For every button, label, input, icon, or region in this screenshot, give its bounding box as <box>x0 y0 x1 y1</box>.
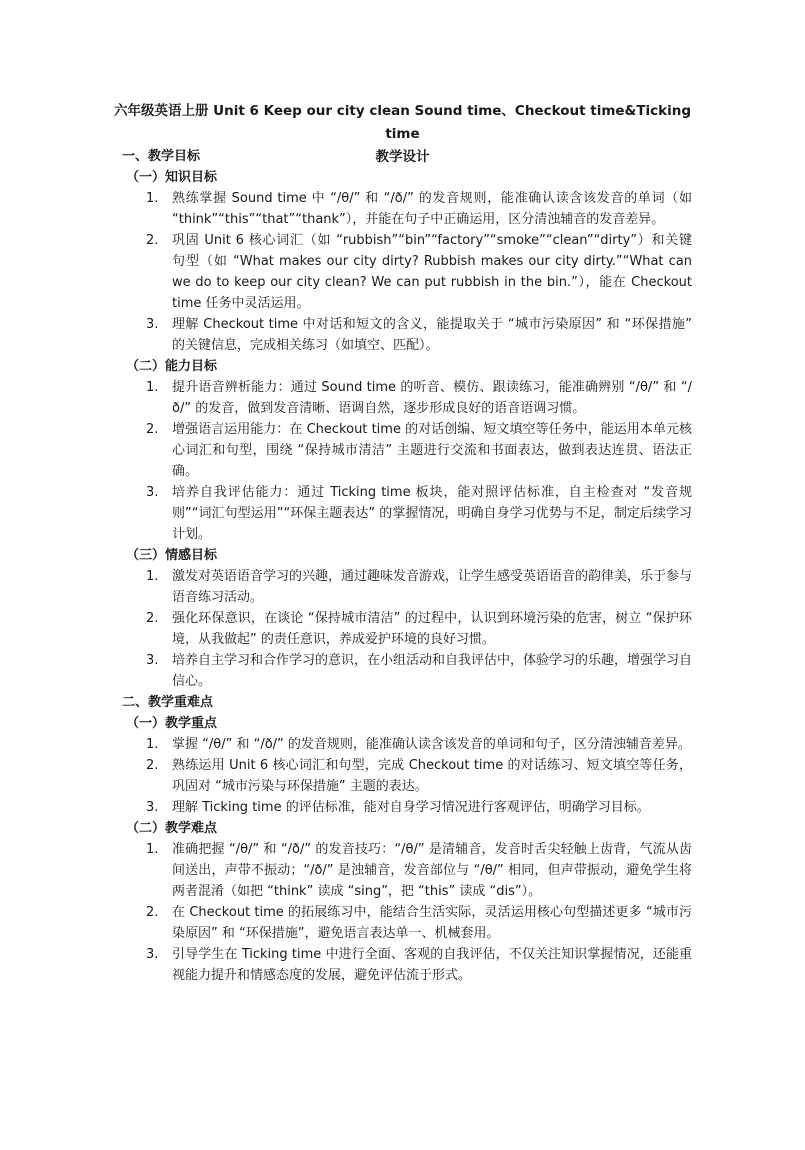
list-item: 1. 激发对英语语音学习的兴趣，通过趣味发音游戏，让学生感受英语语音的韵律美，乐于参与语音练习活动。 <box>146 569 693 605</box>
knowledge-goals-list <box>122 188 692 356</box>
title-line-1: 六年级英语上册 Unit 6 Keep our city clean Sound time、Checkout time&Ticking time <box>113 103 692 142</box>
ability-goals-list <box>122 377 692 545</box>
list-item: 3. 理解 Ticking time 的评估标准，能对自身学习情况进行客观评估，明确学习目标。 <box>146 800 650 815</box>
subsection-heading: （三）情感目标 <box>126 548 218 563</box>
section-heading: 二、教学重难点 <box>122 695 214 710</box>
list-item: 2. 熟练运用 Unit 6 核心词汇和句型，完成 Checkout time 的对话练习、短文填空等任务，巩固对 “城市污染与环保措施” 主题的表达。 <box>146 758 692 794</box>
list-item: 3. 培养自主学习和合作学习的意识，在小组活动和自我评估中，体验学习的乐趣，增强学习自信心。 <box>146 653 693 689</box>
list-item: 1. 准确把握 “/θ/” 和 “/ð/” 的发音技巧：“/θ/” 是清辅音，发音时舌尖轻触上齿背，气流从齿间送出，声带不振动；“/ð/” 是浊辅音，发音部位与 “/θ/” 相同，但声带振动，避免学生将两者混淆（如把 “think” 读成 “sing”，把 “this” 读成 “dis”）。 <box>146 842 692 899</box>
emotion-goals-list <box>122 566 692 692</box>
key-points-list <box>122 734 692 818</box>
title-line-2: 教学设计 <box>375 149 430 165</box>
list-item: 3. 理解 Checkout time 中对话和短文的含义，能提取关于 “城市污染原因” 和 “环保措施” 的关键信息，完成相关练习（如填空、匹配）。 <box>146 317 692 353</box>
list-item: 2. 强化环保意识，在谈论 “保持城市清洁” 的过程中，认识到环境污染的危害，树立 “保护环境，从我做起” 的责任意识，养成爱护环境的良好习惯。 <box>146 611 692 647</box>
list-item: 1. 掌握 “/θ/” 和 “/ð/” 的发音规则，能准确认读含该发音的单词和句子，区分清浊辅音差异。 <box>146 737 691 752</box>
list-item: 2. 巩固 Unit 6 核心词汇（如 “rubbish”“bin”“factory”“smoke”“clean”“dirty”）和关键句型（如 “What makes our city dirty? Rubbish makes our city dirty.”“What can we do to keep our city clean? We can put rubbish in the bin.”），能在 Checkout time 任务中灵活运用。 <box>146 233 692 311</box>
subsection-heading: （一）教学重点 <box>126 716 218 731</box>
list-item: 2. 在 Checkout time 的拓展练习中，能结合生活实际，灵活运用核心句型描述更多 “城市污染原因” 和 “环保措施”，避免语言表达单一、机械套用。 <box>146 905 692 941</box>
list-item: 3. 培养自我评估能力：通过 Ticking time 板块，能对照评估标准，自主检查对 “发音规则”“词汇句型运用”“环保主题表达” 的掌握情况，明确自身学习优势与不足，制定后续学习计划。 <box>146 485 692 542</box>
subsection-heading: （二）教学难点 <box>126 821 218 836</box>
list-item: 2. 增强语言运用能力：在 Checkout time 的对话创编、短文填空等任务中，能运用本单元核心词汇和句型，围绕 “保持城市清洁” 主题进行交流和书面表达，做到表达连贯、语法正确。 <box>146 422 692 479</box>
subsection-heading: （一）知识目标 <box>126 170 218 185</box>
difficult-points-list <box>122 839 692 986</box>
list-item: 1. 提升语音辨析能力：通过 Sound time 的听音、模仿、跟读练习，能准确辨别 “/θ/” 和 “/ð/” 的发音，做到发音清晰、语调自然，逐步形成良好的语音语调习惯。 <box>146 380 692 416</box>
list-item: 3. 引导学生在 Ticking time 中进行全面、客观的自我评估，不仅关注知识掌握情况，还能重视能力提升和情感态度的发展，避免评估流于形式。 <box>146 947 692 983</box>
document-body <box>122 146 692 986</box>
subsection-heading: （二）能力目标 <box>126 359 218 374</box>
section-heading: 一、教学目标 <box>122 149 201 164</box>
list-item: 1. 熟练掌握 Sound time 中 “/θ/” 和 “/ð/” 的发音规则，能准确认读含该发音的单词（如 “think”“this”“that”“thank”），并能在句子中正确运用，区分清浊辅音的发音差异。 <box>146 191 692 227</box>
